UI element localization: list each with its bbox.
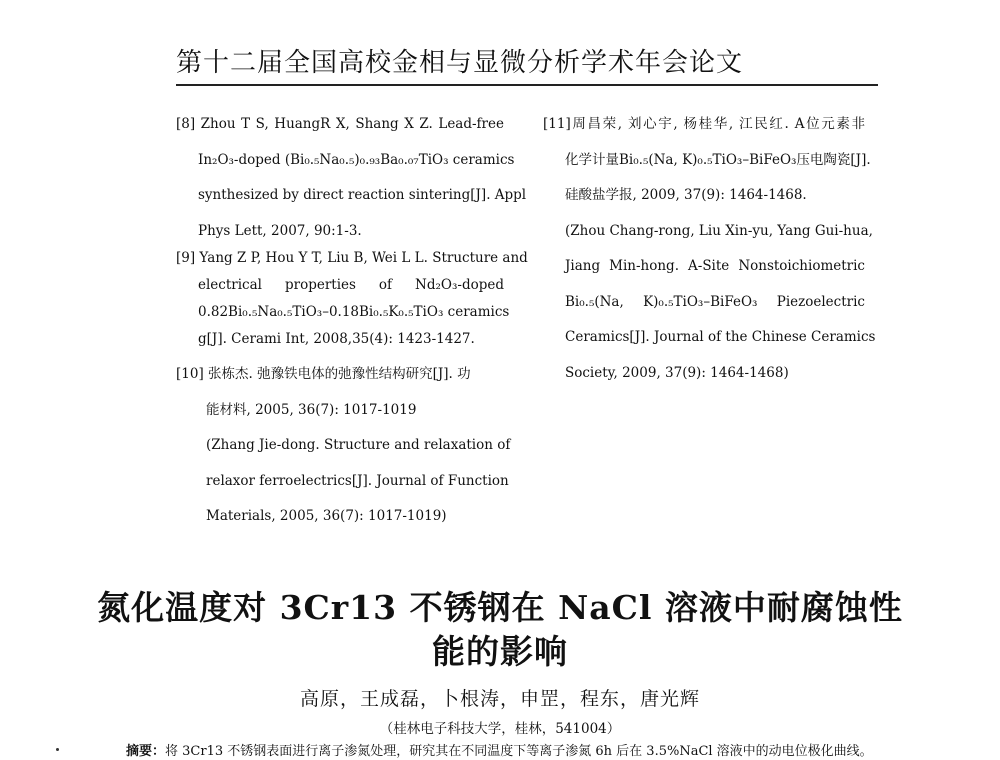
reference-line: Ceramics[J]. Journal of the Chinese Ceramics [565, 329, 876, 345]
reference-line: 硅酸盐学报, 2009, 37(9): 1464-1468. [565, 187, 807, 203]
reference-line: (Zhang Jie-dong. Structure and relaxation of [206, 437, 511, 453]
article-title-line-1: 氮化温度对 3Cr13 不锈钢在 NaCl 溶液中耐腐蚀性 [97, 588, 903, 627]
reference-line: [8] Zhou T S, HuangR X, Shang X Z. Lead-free [176, 116, 504, 132]
reference-line: Phys Lett, 2007, 90:1-3. [198, 222, 362, 239]
references-right-column [543, 114, 876, 398]
article-title [0, 586, 1000, 674]
reference-line: 化学计量Bi₀.₅(Na, K)₀.₅TiO₃–BiFeO₃压电陶瓷[J]. [565, 151, 871, 168]
article-title-line-2: 能的影响 [432, 632, 568, 671]
references-left-column [176, 114, 528, 542]
reference-line: [10] 张栋杰. 弛豫铁电体的弛豫性结构研究[J]. 功 [176, 366, 471, 382]
reference-line: Bi₀.₅(Na, K)₀.₅TiO₃–BiFeO₃ Piezoelectric [565, 293, 865, 310]
reference-9 [176, 248, 528, 365]
affiliation: （桂林电子科技大学，桂林，541004） [379, 721, 621, 737]
reference-line: [9] Yang Z P, Hou Y T, Liu B, Wei L L. Structure and [176, 249, 528, 266]
running-header: 第十二届全国高校金相与显微分析学术年会论文 [176, 46, 878, 86]
reference-line: relaxor ferroelectrics[J]. Journal of Function [206, 472, 509, 489]
abstract-text: 将 3Cr13 不锈钢表面进行离子渗氮处理，研究其在不同温度下等离子渗氮 6h 后在 3.5%NaCl 溶液中的动电位极化曲线。 [165, 744, 873, 759]
reference-11 [543, 114, 876, 398]
reference-line: [11]周昌荣, 刘心宇, 杨桂华, 江民红. A位元素非 [543, 116, 865, 132]
reference-line: In₂O₃-doped (Bi₀.₅Na₀.₅)₀.₉₃Ba₀.₀₇TiO₃ ceramics [198, 151, 515, 168]
reference-line: electrical properties of Nd₂O₃-doped [198, 276, 504, 293]
author-list: 高原，王成磊，卜根涛，申罡，程东，唐光辉 [299, 688, 700, 710]
reference-10 [176, 364, 511, 542]
reference-8 [176, 114, 527, 248]
reference-line: Society, 2009, 37(9): 1464-1468) [565, 364, 789, 381]
reference-line: g[J]. Cerami Int, 2008,35(4): 1423-1427. [198, 330, 475, 347]
reference-line: (Zhou Chang-rong, Liu Xin-yu, Yang Gui-hua, [565, 222, 873, 239]
reference-line: 0.82Bi₀.₅Na₀.₅TiO₃–0.18Bi₀.₅K₀.₅TiO₃ ceramics [198, 303, 510, 320]
reference-line: synthesized by direct reaction sintering[J]. Appl [198, 187, 527, 203]
reference-line: Materials, 2005, 36(7): 1017-1019) [206, 508, 447, 524]
scan-speck [56, 748, 59, 751]
abstract [126, 740, 926, 759]
abstract-label: 摘要： [126, 744, 166, 759]
reference-line: Jiang Min-hong. A-Site Nonstoichiometric [565, 258, 865, 274]
reference-line: 能材料, 2005, 36(7): 1017-1019 [206, 401, 417, 418]
